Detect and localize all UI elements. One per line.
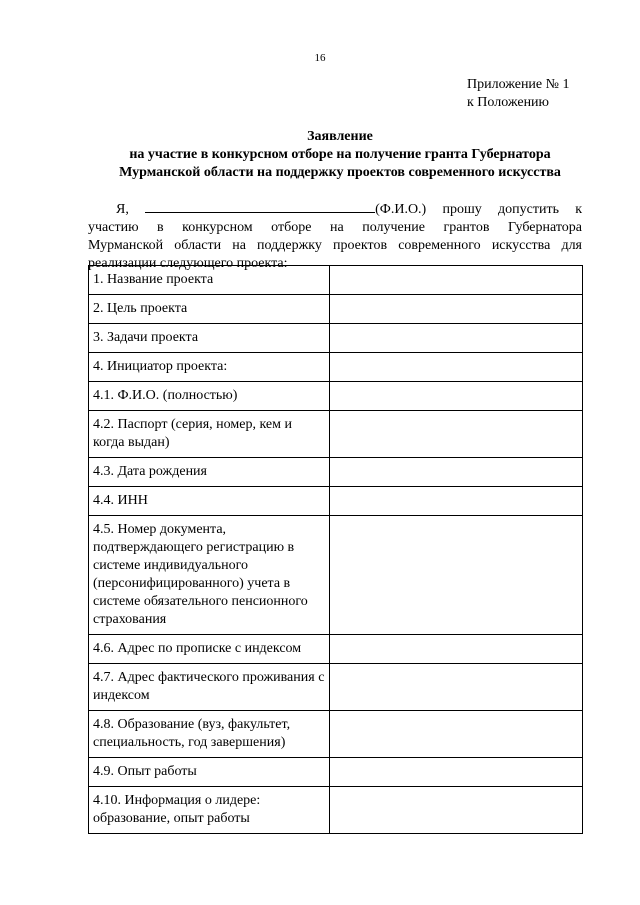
row-label: 4. Инициатор проекта: [89,353,330,382]
row-value-field[interactable] [330,411,583,458]
row-label: 2. Цель проекта [89,295,330,324]
row-value-field[interactable] [330,458,583,487]
table-row [89,635,583,664]
table-row [89,516,583,635]
table-row [89,382,583,411]
row-value-field[interactable] [330,487,583,516]
appendix-line-2: к Положению [467,95,550,110]
row-value-field[interactable] [330,324,583,353]
appendix-reference [467,76,570,112]
row-value-field[interactable] [330,295,583,324]
row-label: 4.3. Дата рождения [89,458,330,487]
intro-line-4: реализации следующего проекта: [88,256,288,271]
row-label: 4.1. Ф.И.О. (полностью) [89,382,330,411]
row-value-field[interactable] [330,664,583,711]
title-line-2: на участие в конкурсном отборе на получение гранта Губернатора [129,147,551,162]
row-label: 4.4. ИНН [89,487,330,516]
row-label: 3. Задачи проекта [89,324,330,353]
row-label: 4.5. Номер документа, подтверждающего регистрацию в системе индивидуального (персонифицированного) учета в системе обязательного пенсионного страхования [89,516,330,635]
table-row [89,787,583,834]
fio-blank-field[interactable] [145,198,375,213]
row-label: 4.2. Паспорт (серия, номер, кем и когда выдан) [89,411,330,458]
row-value-field[interactable] [330,787,583,834]
intro-line-3: Мурманской области на поддержку проектов современного искусства для [88,238,582,253]
table-row [89,458,583,487]
title-line-1: Заявление [307,129,373,144]
table-row [89,711,583,758]
row-label: 4.7. Адрес фактического проживания с индексом [89,664,330,711]
table-row [89,353,583,382]
row-value-field[interactable] [330,516,583,635]
row-label: 4.8. Образование (вуз, факультет, специальность, год завершения) [89,711,330,758]
fio-hint: (Ф.И.О.) [375,202,427,217]
table-row [89,664,583,711]
table-row [89,758,583,787]
intro-line-1-suffix: прошу допустить к [442,202,583,217]
row-label: 4.9. Опыт работы [89,758,330,787]
row-value-field[interactable] [330,353,583,382]
row-label: 4.6. Адрес по прописке с индексом [89,635,330,664]
row-value-field[interactable] [330,711,583,758]
table-row [89,266,583,295]
table-row [89,295,583,324]
table-row [89,487,583,516]
intro-line-1 [88,198,582,219]
row-value-field[interactable] [330,266,583,295]
application-form-table [88,265,583,834]
row-value-field[interactable] [330,635,583,664]
table-row [89,324,583,353]
row-value-field[interactable] [330,758,583,787]
document-title [80,128,600,182]
row-value-field[interactable] [330,382,583,411]
intro-prefix: Я, [116,202,129,217]
intro-line-2: участию в конкурсном отборе на получение грантов Губернатора [88,220,582,235]
title-line-3: Мурманской области на поддержку проектов современного искусства [119,165,561,180]
table-row [89,411,583,458]
row-label: 1. Название проекта [89,266,330,295]
appendix-line-1: Приложение № 1 [467,77,570,92]
page-number: 16 [314,52,326,64]
intro-paragraph [88,198,582,273]
row-label: 4.10. Информация о лидере: образование, опыт работы [89,787,330,834]
